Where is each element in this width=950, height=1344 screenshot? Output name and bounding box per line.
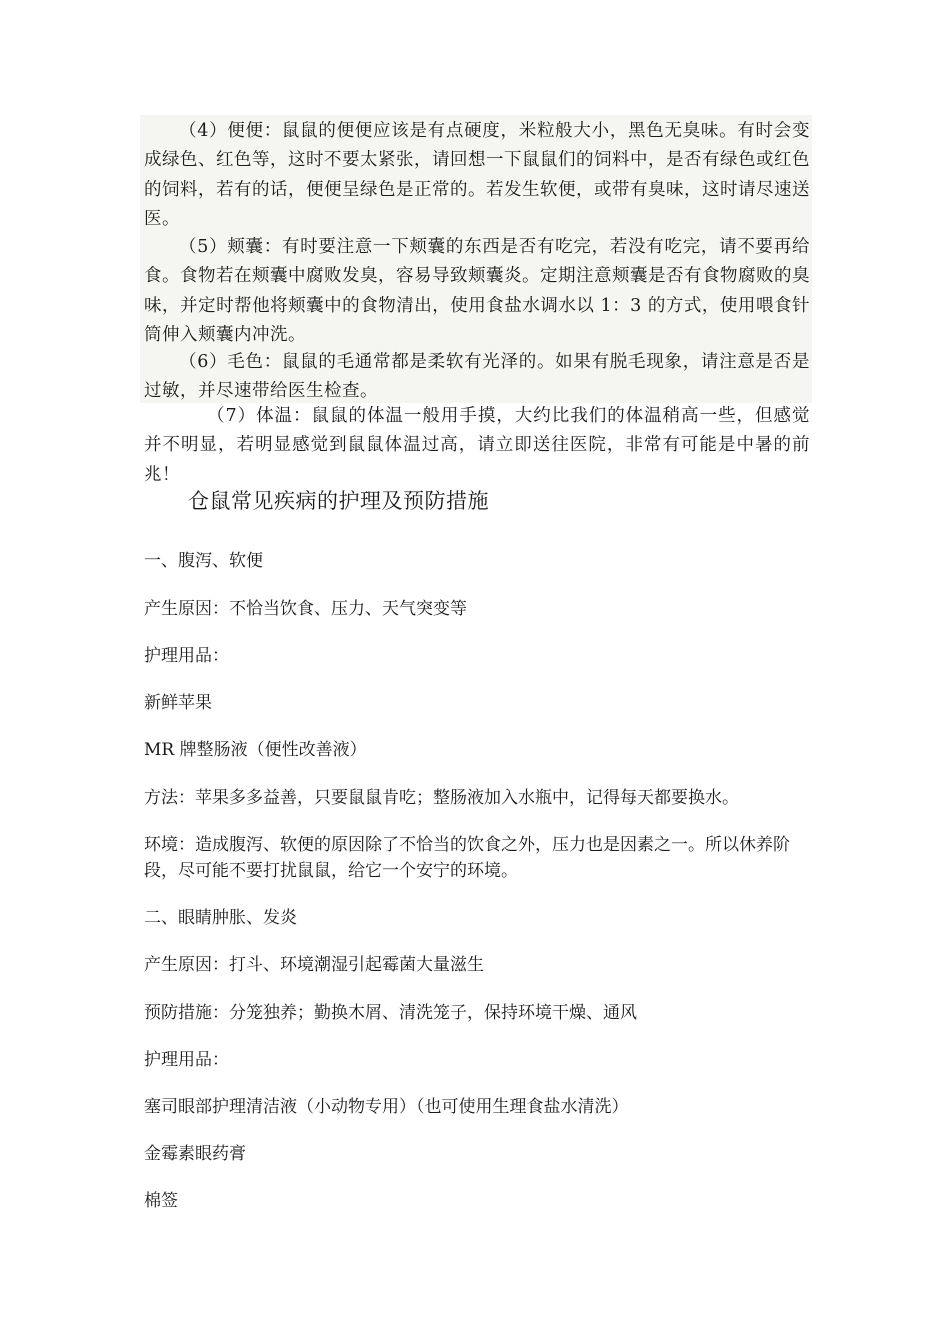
diarrhea-supply-item: 新鲜苹果	[144, 693, 212, 713]
diarrhea-method: 方法：苹果多多益善，只要鼠鼠肯吃；整肠液加入水瓶中，记得每天都要换水。	[144, 788, 739, 808]
diarrhea-supplies-label: 护理用品：	[144, 646, 229, 666]
eye-cause: 产生原因：打斗、环境潮湿引起霉菌大量滋生	[144, 955, 484, 975]
eye-supplies-label: 护理用品：	[144, 1050, 229, 1070]
paragraph-cheek-pouch: （5）颊囊：有时要注意一下颊囊的东西是否有吃完，若没有吃完，请不要再给食。食物若在颊囊中腐败发臭，容易导致颊囊炎。定期注意颊囊是否有食物腐败的臭味，并定时帮他将颊囊中的食物清出，使用食盐水调水以 1：3 的方式，使用喂食针筒伸入颊囊内冲洗。	[144, 237, 810, 346]
diarrhea-environment: 环境：造成腹泻、软便的原因除了不恰当的饮食之外，压力也是因素之一。所以休养阶段，尽可能不要打扰鼠鼠，给它一个安宁的环境。	[144, 835, 790, 881]
eye-supply-item: 棉签	[144, 1191, 178, 1211]
diarrhea-supply-item: MR 牌整肠液（便性改善液）	[144, 740, 367, 760]
eye-supply-item: 金霉素眼药膏	[144, 1144, 246, 1164]
heading-eye-inflammation: 二、眼睛肿胀、发炎	[144, 908, 297, 928]
paragraph-body-temperature: （7）体温：鼠鼠的体温一般用手摸，大约比我们的体温稍高一些，但感觉并不明显，若明显感觉到鼠鼠体温过高，请立即送往医院，非常有可能是中暑的前兆！	[144, 406, 810, 485]
eye-prevention: 预防措施：分笼独养；勤换木屑、清洗笼子，保持环境干燥、通风	[144, 1003, 637, 1023]
section-title: 仓鼠常见疾病的护理及预防措施	[188, 489, 489, 513]
paragraph-stool: （4）便便：鼠鼠的便便应该是有点硬度，米粒般大小，黑色无臭味。有时会变成绿色、红色等，这时不要太紧张，请回想一下鼠鼠们的饲料中，是否有绿色或红色的饲料，若有的话，便便呈绿色是正常的。若发生软便，或带有臭味，这时请尽速送医。	[144, 121, 810, 230]
eye-supply-item: 塞司眼部护理清洁液（小动物专用）（也可使用生理食盐水清洗）	[144, 1097, 629, 1117]
paragraph-fur: （6）毛色：鼠鼠的毛通常都是柔软有光泽的。如果有脱毛现象，请注意是否是过敏，并尽速带给医生检查。	[144, 352, 810, 402]
diarrhea-cause: 产生原因：不恰当饮食、压力、天气突变等	[144, 599, 467, 619]
heading-diarrhea: 一、腹泻、软便	[144, 551, 263, 571]
